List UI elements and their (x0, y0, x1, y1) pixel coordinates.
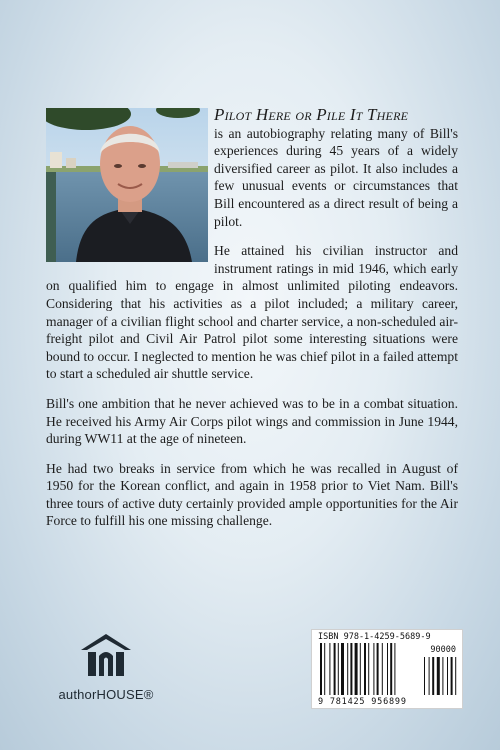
back-cover-text (46, 106, 458, 542)
paragraph-4: He had two breaks in service from which he was recalled in August of 1950 for the Korean conflict, and again in 1958 prior to Viet Nam. Bill's three tours of active duty certainly provided ample opportunities for the Air Force to fulfill his one missing challenge. (46, 460, 458, 529)
price-code: 90000 (430, 645, 456, 655)
isbn-barcode (311, 629, 463, 709)
house-icon (79, 632, 133, 678)
paragraph-2: He attained his civilian instructor and instrument ratings in mid 1946, which early on qualified him to engage in almost unlimited piloting endeavors. Considering that his activities as a pilot included; a military career, manager of a civilian flight school and charter service, a non-scheduled air-freight pilot and Civil Air Patrol pilot some interesting situations were bound to occur. I neglected to mention he was chief pilot in a failed attempt to start a scheduled air shuttle service. (46, 243, 458, 382)
publisher-logo (58, 632, 154, 702)
paragraph-3: Bill's one ambition that he never achieved was to be in a combat situation. He received his Army Air Corps pilot wings and commission in June 1944, during WW11 at the age of nineteen. (46, 395, 458, 447)
book-title: Pilot Here or Pile It There (214, 105, 409, 124)
publisher-name: authorHOUSE® (58, 687, 154, 702)
intro-paragraph (46, 106, 458, 230)
ean-number: 9 781425 956899 (318, 697, 407, 707)
paragraph-1: is an autobiography relating many of Bill's experiences during 45 years of a widely diversified career as pilot. It also includes a few unusual events or circumstances that Bill encountered as a direct result of being a pilot. (214, 125, 458, 229)
isbn-number: ISBN 978-1-4259-5689-9 (318, 632, 431, 642)
